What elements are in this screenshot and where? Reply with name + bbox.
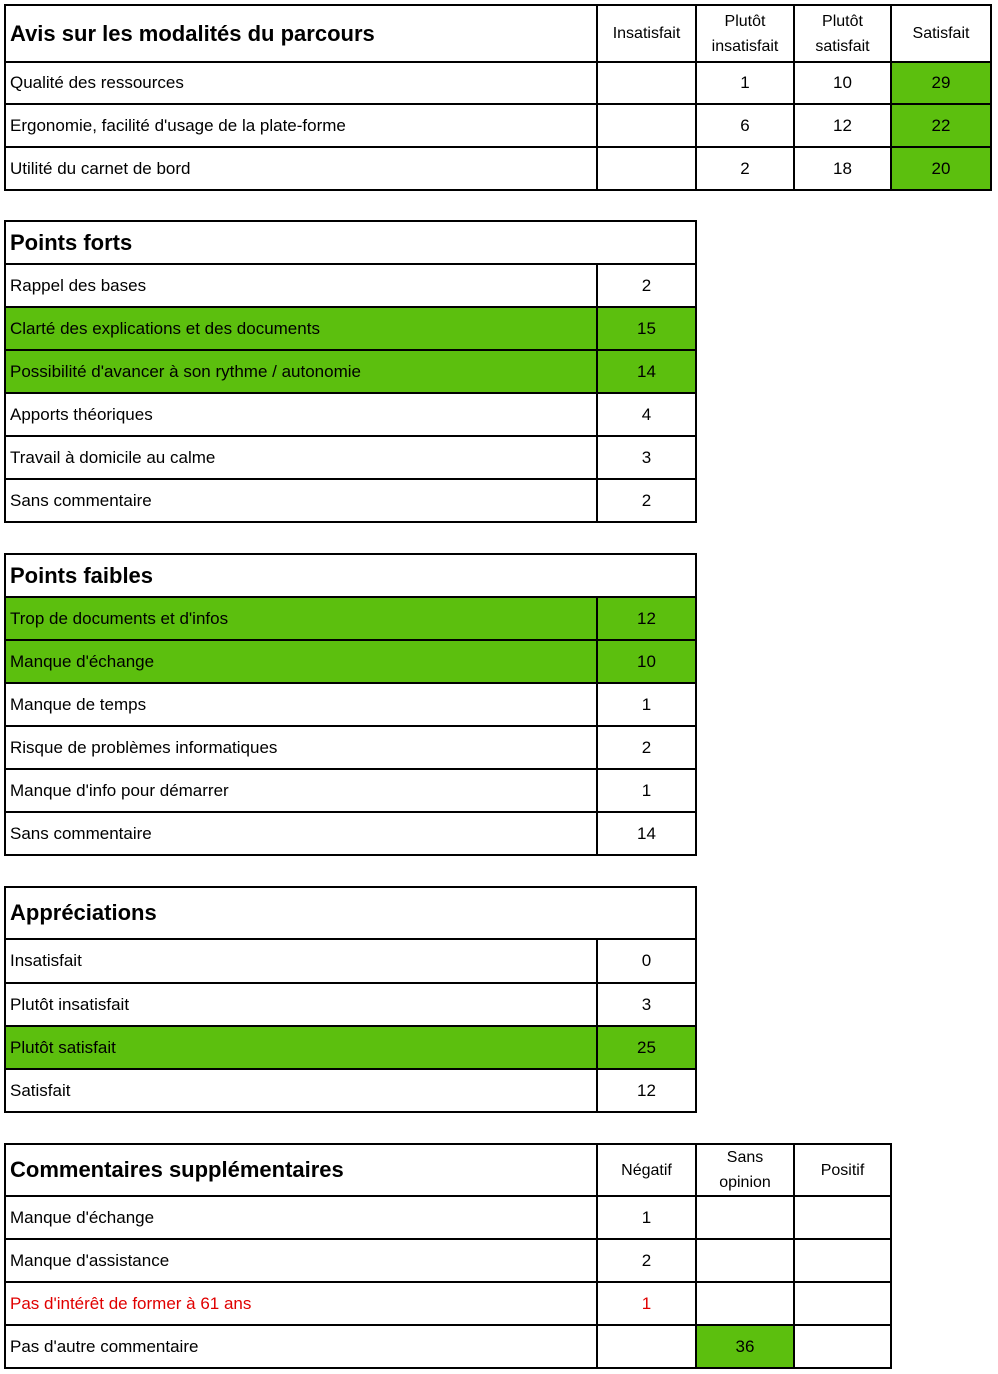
cell-value: 3 [597, 983, 696, 1026]
cell-value: 10 [794, 62, 891, 104]
cell-value: 15 [597, 307, 696, 350]
cell-value [597, 147, 696, 190]
table-row [5, 1069, 696, 1112]
cell-value: 1 [597, 683, 696, 726]
table-row [5, 147, 991, 190]
points-faibles-title: Points faibles [5, 554, 696, 597]
col-plutot-insatisfait: Plutôt insatisfait [696, 5, 794, 62]
cell-value: 36 [696, 1325, 794, 1368]
row-label: Possibilité d'avancer à son rythme / autonomie [5, 350, 597, 393]
cell-value [696, 1282, 794, 1325]
cell-value: 1 [597, 1282, 696, 1325]
cell-value: 6 [696, 104, 794, 147]
cell-value: 20 [891, 147, 991, 190]
col-insatisfait: Insatisfait [597, 5, 696, 62]
row-label: Satisfait [5, 1069, 597, 1112]
cell-value: 2 [597, 726, 696, 769]
cell-value: 1 [597, 769, 696, 812]
cell-value: 2 [696, 147, 794, 190]
cell-value: 14 [597, 812, 696, 855]
table-row [5, 640, 696, 683]
table-row [5, 597, 696, 640]
table-row [5, 683, 696, 726]
table-row [5, 393, 696, 436]
table-row [5, 1239, 891, 1282]
cell-value: 2 [597, 1239, 696, 1282]
cell-value: 12 [597, 597, 696, 640]
cell-value [794, 1196, 891, 1239]
cell-value: 12 [597, 1069, 696, 1112]
row-label: Sans commentaire [5, 812, 597, 855]
row-label: Apports théoriques [5, 393, 597, 436]
table-row [5, 436, 696, 479]
cell-value: 3 [597, 436, 696, 479]
cell-value [696, 1239, 794, 1282]
row-label: Manque d'assistance [5, 1239, 597, 1282]
row-label: Plutôt insatisfait [5, 983, 597, 1026]
cell-value: 2 [597, 479, 696, 522]
table-row [5, 939, 696, 983]
row-label: Rappel des bases [5, 264, 597, 307]
modalites-table [4, 4, 992, 191]
cell-value: 14 [597, 350, 696, 393]
row-label: Risque de problèmes informatiques [5, 726, 597, 769]
col-sans-opinion: Sans opinion [696, 1144, 794, 1196]
row-label: Utilité du carnet de bord [5, 147, 597, 190]
cell-value: 2 [597, 264, 696, 307]
cell-value: 1 [597, 1196, 696, 1239]
cell-value: 0 [597, 939, 696, 983]
points-forts-table [4, 220, 697, 523]
table-row [5, 350, 696, 393]
row-label: Qualité des ressources [5, 62, 597, 104]
table-row [5, 264, 696, 307]
row-label: Plutôt satisfait [5, 1026, 597, 1069]
row-label: Clarté des explications et des documents [5, 307, 597, 350]
table-row [5, 1325, 891, 1368]
cell-value [597, 62, 696, 104]
points-faibles-table [4, 553, 697, 856]
commentaires-table [4, 1143, 892, 1369]
points-forts-title: Points forts [5, 221, 696, 264]
row-label: Pas d'intérêt de former à 61 ans [5, 1282, 597, 1325]
col-positif: Positif [794, 1144, 891, 1196]
col-negatif: Négatif [597, 1144, 696, 1196]
table-row [5, 104, 991, 147]
table-row [5, 307, 696, 350]
table-row [5, 983, 696, 1026]
row-label: Insatisfait [5, 939, 597, 983]
table-row [5, 1026, 696, 1069]
appreciations-title: Appréciations [5, 887, 696, 939]
row-label: Manque d'échange [5, 640, 597, 683]
cell-value: 22 [891, 104, 991, 147]
row-label: Travail à domicile au calme [5, 436, 597, 479]
table-row [5, 62, 991, 104]
row-label: Pas d'autre commentaire [5, 1325, 597, 1368]
cell-value: 1 [696, 62, 794, 104]
row-label: Manque d'info pour démarrer [5, 769, 597, 812]
col-plutot-satisfait: Plutôt satisfait [794, 5, 891, 62]
commentaires-title: Commentaires supplémentaires [5, 1144, 597, 1196]
modalites-title: Avis sur les modalités du parcours [5, 5, 597, 62]
cell-value: 10 [597, 640, 696, 683]
table-row [5, 479, 696, 522]
table-row [5, 812, 696, 855]
table-row [5, 1282, 891, 1325]
table-row [5, 769, 696, 812]
cell-value [597, 1325, 696, 1368]
cell-value [794, 1282, 891, 1325]
row-label: Sans commentaire [5, 479, 597, 522]
appreciations-table [4, 886, 697, 1113]
cell-value: 29 [891, 62, 991, 104]
cell-value [794, 1325, 891, 1368]
cell-value [794, 1239, 891, 1282]
table-row [5, 726, 696, 769]
cell-value: 12 [794, 104, 891, 147]
table-row [5, 1196, 891, 1239]
cell-value: 18 [794, 147, 891, 190]
cell-value [597, 104, 696, 147]
cell-value: 4 [597, 393, 696, 436]
row-label: Manque d'échange [5, 1196, 597, 1239]
row-label: Trop de documents et d'infos [5, 597, 597, 640]
col-satisfait: Satisfait [891, 5, 991, 62]
cell-value [696, 1196, 794, 1239]
row-label: Ergonomie, facilité d'usage de la plate-forme [5, 104, 597, 147]
row-label: Manque de temps [5, 683, 597, 726]
cell-value: 25 [597, 1026, 696, 1069]
